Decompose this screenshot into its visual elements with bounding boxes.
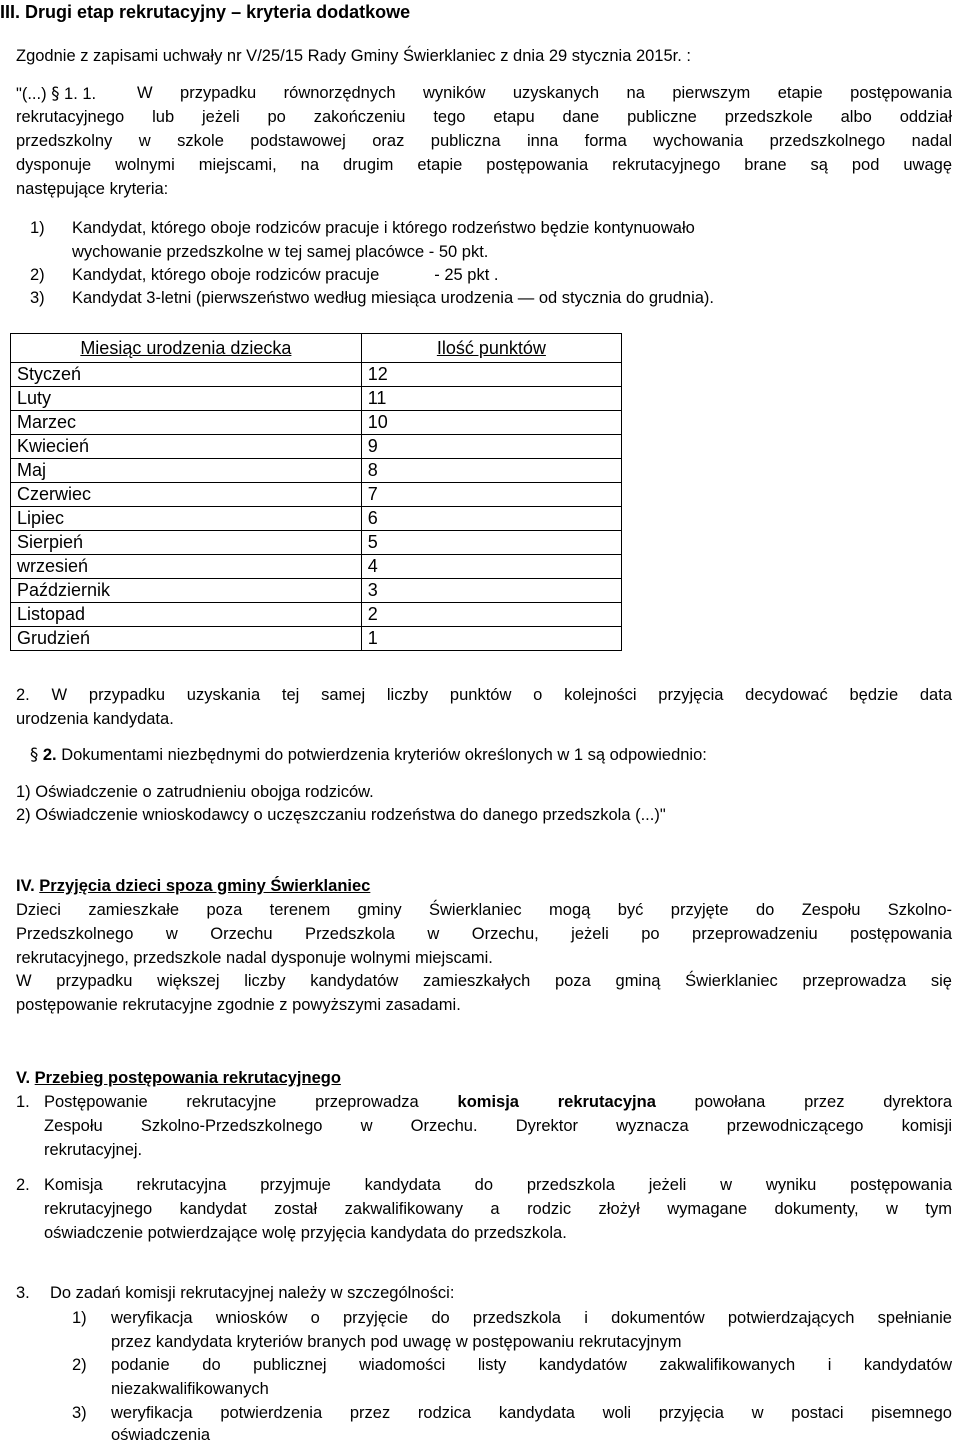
item3-num: 3. bbox=[16, 1284, 30, 1302]
section-3-para1-head bbox=[16, 84, 96, 104]
month-cell: Maj bbox=[11, 459, 362, 483]
table-row bbox=[11, 435, 622, 459]
section-4-line-0: Dzieci zamieszkałe poza terenem gminy Świerklaniec mogą być przyjęte do Zespołu Szkolno- bbox=[16, 901, 952, 919]
month-cell: Luty bbox=[11, 387, 362, 411]
para2-line bbox=[30, 745, 707, 765]
point2-number: 2. bbox=[16, 686, 30, 704]
para1-line-3: dysponuje wolnymi miejscami, na drugim etapie postępowania rekrutacyjnego brane są pod uwagę bbox=[16, 156, 952, 174]
month-cell: Grudzień bbox=[11, 627, 362, 651]
paragraph-mark-icon: § bbox=[30, 745, 39, 764]
subitem-3-num: 3) bbox=[72, 1404, 87, 1422]
section-5-number: V. bbox=[16, 1069, 31, 1087]
points-cell: 4 bbox=[361, 555, 621, 579]
section-4-line-4: postępowanie rekrutacyjne zgodnie z powyższymi zasadami. bbox=[16, 996, 461, 1014]
month-cell: Listopad bbox=[11, 603, 362, 627]
table-row bbox=[11, 483, 622, 507]
table-row bbox=[11, 459, 622, 483]
table-row bbox=[11, 603, 622, 627]
points-cell: 5 bbox=[361, 531, 621, 555]
points-cell: 2 bbox=[361, 603, 621, 627]
para1-line-0: W przypadku równorzędnych wyników uzyskanych na pierwszym etapie postępowania bbox=[137, 84, 952, 102]
birth-month-points-table bbox=[10, 333, 622, 651]
item1-line-1: Zespołu Szkolno-Przedszkolnego w Orzechu. Dyrektor wyznacza przewodniczącego komisji bbox=[44, 1117, 952, 1135]
month-cell: Styczeń bbox=[11, 363, 362, 387]
item1-text-bold: komisja rekrutacyjna bbox=[457, 1093, 656, 1111]
section-3-title: III. Drugi etap rekrutacyjny – kryteria dodatkowe bbox=[0, 2, 411, 22]
subitem-2-line-0: podanie do publicznej wiadomości listy kandydatów zakwalifikowanych i kandydatów bbox=[111, 1356, 952, 1374]
points-cell: 11 bbox=[361, 387, 621, 411]
item2-line-0: Komisja rekrutacyjna przyjmuje kandydata do przedszkola jeżeli w wyniku postępowania bbox=[44, 1176, 952, 1194]
points-cell: 7 bbox=[361, 483, 621, 507]
table-row bbox=[11, 363, 622, 387]
table-header-row bbox=[11, 334, 622, 363]
subitem-1-line-0: weryfikacja wniosków o przyjęcie do przedszkola i dokumentów potwierdzających spełnianie bbox=[111, 1309, 952, 1327]
doc-item-2: 2) Oświadczenie wnioskodawcy o uczęszczaniu rodzeństwa do danego przedszkola (...)" bbox=[16, 806, 666, 824]
item2-line-1: rekrutacyjnego kandydat został zakwalifikowany a rodzic złożył wymagane dokumenty, w tym bbox=[44, 1200, 952, 1218]
table-row bbox=[11, 555, 622, 579]
table-row bbox=[11, 387, 622, 411]
subitem-1-line-1: przez kandydata kryteriów branych pod uwagę w postępowaniu rekrutacyjnym bbox=[111, 1333, 682, 1351]
criteria-3-line-0: Kandydat 3-letni (pierwszeństwo według miesiąca urodzenia — od stycznia do grudnia). bbox=[72, 289, 715, 307]
month-cell: Marzec bbox=[11, 411, 362, 435]
month-cell: Czerwiec bbox=[11, 483, 362, 507]
para1-line-1: rekrutacyjnego lub jeżeli po zakończeniu tego etapu dane publiczne przedszkole albo oddział bbox=[16, 108, 952, 126]
criteria-3-num: 3) bbox=[30, 289, 45, 307]
month-cell: Sierpień bbox=[11, 531, 362, 555]
points-cell: 6 bbox=[361, 507, 621, 531]
points-cell: 1 bbox=[361, 627, 621, 651]
subitem-2-num: 2) bbox=[72, 1356, 87, 1374]
criteria-1-num: 1) bbox=[30, 219, 45, 237]
section-4-line-1: Przedszkolnego w Orzechu Przedszkola w Orzechu, jeżeli po przeprowadzeniu postępowania bbox=[16, 925, 952, 943]
points-cell: 8 bbox=[361, 459, 621, 483]
section-4-line-2: rekrutacyjnego, przedszkole nadal dysponuje wolnymi miejscami. bbox=[16, 949, 493, 967]
item2-line-2: oświadczenie potwierdzające wolę przyjęcia kandydata do przedszkola. bbox=[44, 1224, 567, 1242]
paragraph-mark-icon: § bbox=[51, 84, 60, 103]
para2-text: Dokumentami niezbędnymi do potwierdzenia kryteriów określonych w 1 są odpowiednio: bbox=[61, 746, 707, 764]
section-4-title bbox=[16, 877, 370, 896]
criteria-1-line-1: wychowanie przedszkolne w tej samej placówce - 50 pkt. bbox=[72, 243, 489, 261]
section-3-intro: Zgodnie z zapisami uchwały nr V/25/15 Rady Gminy Świerklaniec z dnia 29 stycznia 2015r. : bbox=[16, 47, 691, 65]
month-cell: Lipiec bbox=[11, 507, 362, 531]
month-cell: Październik bbox=[11, 579, 362, 603]
para1-line-4: następujące kryteria: bbox=[16, 180, 169, 198]
item2-num: 2. bbox=[16, 1176, 30, 1194]
section-4-line-3: W przypadku większej liczby kandydatów zamieszkałych poza gminą Świerklaniec przeprowadza się bbox=[16, 972, 952, 990]
month-cell: wrzesień bbox=[11, 555, 362, 579]
table-row bbox=[11, 627, 622, 651]
points-cell: 9 bbox=[361, 435, 621, 459]
criteria-2-num: 2) bbox=[30, 266, 45, 284]
section-5-heading: Przebieg postępowania rekrutacyjnego bbox=[34, 1069, 341, 1087]
subitem-1-num: 1) bbox=[72, 1309, 87, 1327]
item1-line-2: rekrutacyjnej. bbox=[44, 1141, 143, 1159]
points-cell: 12 bbox=[361, 363, 621, 387]
subitem-3-line-1: oświadczenia bbox=[111, 1426, 211, 1444]
table-row bbox=[11, 411, 622, 435]
para1-number: 1. 1. bbox=[64, 85, 97, 103]
points-cell: 10 bbox=[361, 411, 621, 435]
item1-num: 1. bbox=[16, 1093, 30, 1111]
criteria-1-line-0: Kandydat, którego oboje rodziców pracuje i którego rodzeństwo będzie kontynuowało bbox=[72, 219, 695, 237]
subitem-2-line-1: niezakwalifikowanych bbox=[111, 1380, 269, 1398]
item1-text-b: powołana przez dyrektora bbox=[694, 1093, 952, 1111]
points-cell: 3 bbox=[361, 579, 621, 603]
item1-text-a: Postępowanie rekrutacyjne przeprowadza bbox=[44, 1093, 419, 1111]
table-row bbox=[11, 531, 622, 555]
criteria-2-line-0: Kandydat, którego oboje rodziców pracuje - 25 pkt . bbox=[72, 266, 499, 284]
month-cell: Kwiecień bbox=[11, 435, 362, 459]
section-4-number: IV. bbox=[16, 877, 35, 895]
table-row bbox=[11, 579, 622, 603]
point2-line-1: urodzenia kandydata. bbox=[16, 710, 174, 728]
section-5-title bbox=[16, 1069, 341, 1088]
quote-prefix: "(...) bbox=[16, 85, 52, 103]
point2-text-0: W przypadku uzyskania tej samej liczby punktów o kolejności przyjęcia decydować będzie data bbox=[51, 686, 952, 704]
table-row bbox=[11, 507, 622, 531]
item1-line-0 bbox=[44, 1093, 952, 1112]
doc-item-1: 1) Oświadczenie o zatrudnieniu obojga rodziców. bbox=[16, 783, 374, 801]
section-4-heading: Przyjęcia dzieci spoza gminy Świerklaniec bbox=[39, 877, 371, 895]
subitem-3-line-0: weryfikacja potwierdzenia przez rodzica kandydata woli przyjęcia w postaci pisemnego bbox=[111, 1404, 952, 1422]
table-header-month: Miesiąc urodzenia dziecka bbox=[11, 334, 362, 363]
para2-number: 2. bbox=[42, 746, 57, 764]
item3-text: Do zadań komisji rekrutacyjnej należy w szczególności: bbox=[50, 1284, 455, 1302]
para1-line-2: przedszkolny w szkole podstawowej oraz publiczna inna forma wychowania przedszkolnego nadal bbox=[16, 132, 952, 150]
table-header-points: Ilość punktów bbox=[361, 334, 621, 363]
point2-line-0 bbox=[16, 686, 952, 705]
